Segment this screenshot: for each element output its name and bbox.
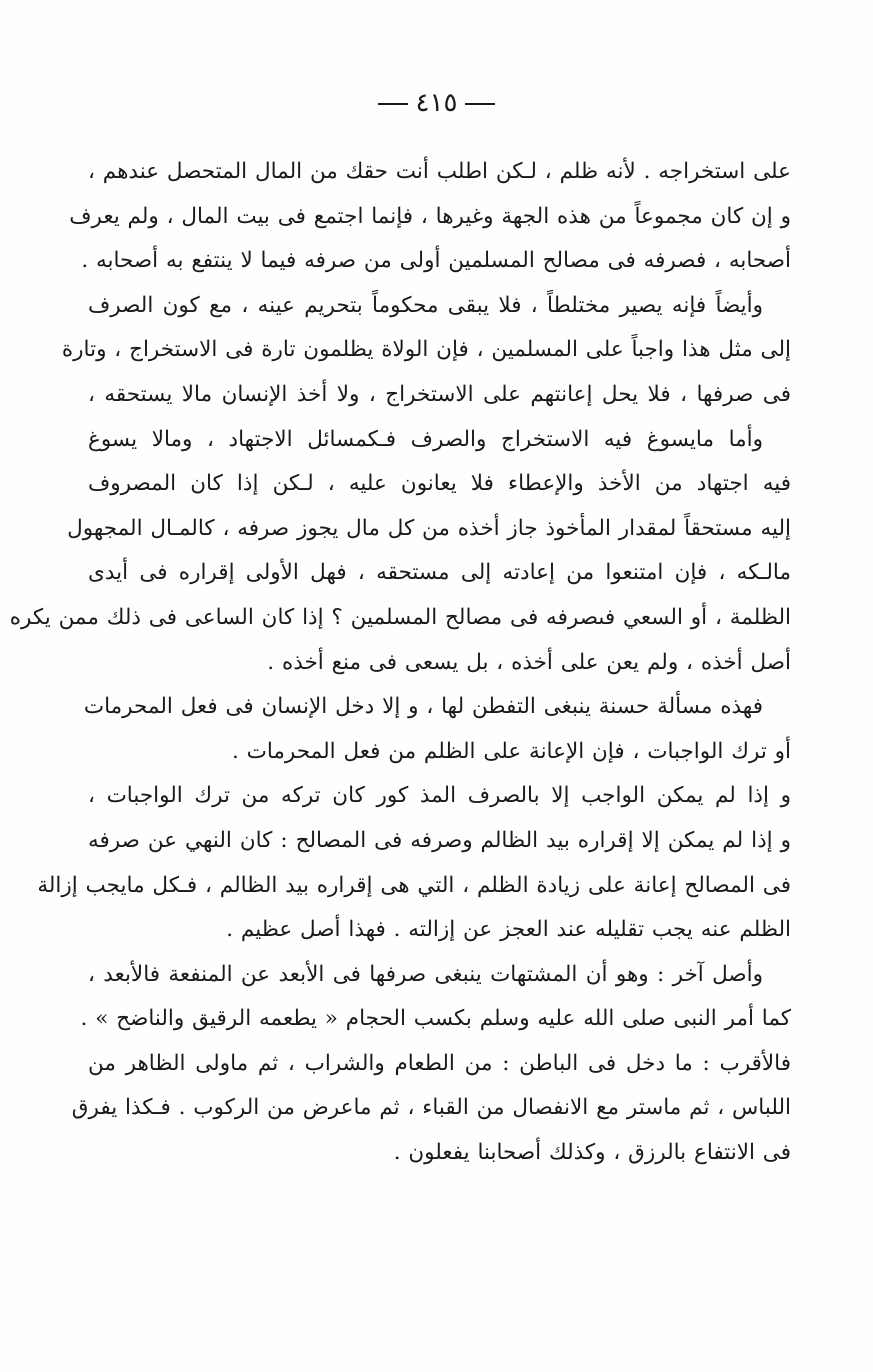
body-text xyxy=(9,150,791,1176)
text-line: كما أمر النبى صلى الله عليه وسلم بكسب الحجام « يطعمه الرقيق والناضح » . xyxy=(80,1006,791,1032)
text-line: على استخراجه . لأنه ظلم ، لـكن اطلب أنت حقك من المال المتحصل عندهم ، xyxy=(88,159,791,184)
text-line: إلى مثل هذا واجباً على المسلمين ، فإن الولاة يظلمون تارة فى الاستخراج ، وتارة xyxy=(61,337,791,363)
text-line: إليه مستحقاً لمقدار المأخوذ جاز أخذه من كل مال يجوز صرفه ، كالمـال المجهول xyxy=(67,515,791,541)
text-line: مالـكه ، فإن امتنعوا من إعادته إلى مستحقه ، فهل الأولى إقراره فى أيدى xyxy=(88,560,791,586)
page-number: ٤١٥ xyxy=(415,88,458,118)
text-line: فى الانتفاع بالرزق ، وكذلك أصحابنا يفعلون . xyxy=(393,1140,791,1166)
text-line: الظلمة ، أو السعي فىصرفه فى مصالح المسلمين ؟ إذا كان الساعى فى ذلك ممن يكره xyxy=(9,604,791,630)
text-line: أصحابه ، فصرفه فى مصالح المسلمين أولى من صرفه فيما لا ينتفع به أصحابه . xyxy=(81,248,791,274)
text-line: فيه اجتهاد من الأخذ والإعطاء فلا يعانون عليه ، لـكن إذا كان المصروف xyxy=(88,471,791,497)
text-line: فى المصالح إعانة على زيادة الظلم ، التي هى إقراره بيد الظالم ، فـكل مايجب إزالة xyxy=(37,872,791,898)
text-line: و إذا لم يمكن الواجب إلا بالصرف المذ كور كان تركه من ترك الواجبات ، xyxy=(88,783,791,809)
text-line: اللباس ، ثم ماستر مع الانفصال من القباء ، ثم ماعرض من الركوب . فـكذا يفرق xyxy=(71,1095,791,1121)
header-dash-left xyxy=(378,103,408,105)
page-header xyxy=(0,88,873,118)
text-line: فى صرفها ، فلا يحل إعانتهم على الاستخراج ، ولا أخذ الإنسان مالا يستحقه ، xyxy=(88,381,791,407)
text-line: فالأقرب : ما دخل فى الباطن : من الطعام والشراب ، ثم ماولى الظاهر من xyxy=(88,1050,791,1076)
text-line: الظلم عنه يجب تقليله عند العجز عن إزالته . فهذا أصل عظيم . xyxy=(226,917,791,943)
text-line: وأما مايسوغ فيه الاستخراج والصرف فـكمسائل الاجتهاد ، ومالا يسوغ xyxy=(88,426,763,452)
text-line: و إن كان مجموعاً من هذه الجهة وغيرها ، فإنما اجتمع فى بيت المال ، ولم يعرف xyxy=(69,203,791,229)
text-line: و إذا لم يمكن إلا إقراره بيد الظالم وصرفه فى المصالح : كان النهي عن صرفه xyxy=(88,827,791,853)
text-line: وأصل آخر : وهو أن المشتهات ينبغى صرفها فى الأبعد عن المنفعة فالأبعد ، xyxy=(88,961,763,987)
text-line: أو ترك الواجبات ، فإن الإعانة على الظلم من فعل المحرمات . xyxy=(231,738,791,764)
header-dash-right xyxy=(465,103,495,105)
text-line: فهذه مسألة حسنة ينبغى التفطن لها ، و إلا دخل الإنسان فى فعل المحرمات xyxy=(83,694,763,720)
text-line: أصل أخذه ، ولم يعن على أخذه ، بل يسعى فى منع أخذه . xyxy=(267,649,791,675)
text-line: وأيضاً فإنه يصير مختلطاً ، فلا يبقى محكوماً بتحريم عينه ، مع كون الصرف xyxy=(88,292,763,318)
